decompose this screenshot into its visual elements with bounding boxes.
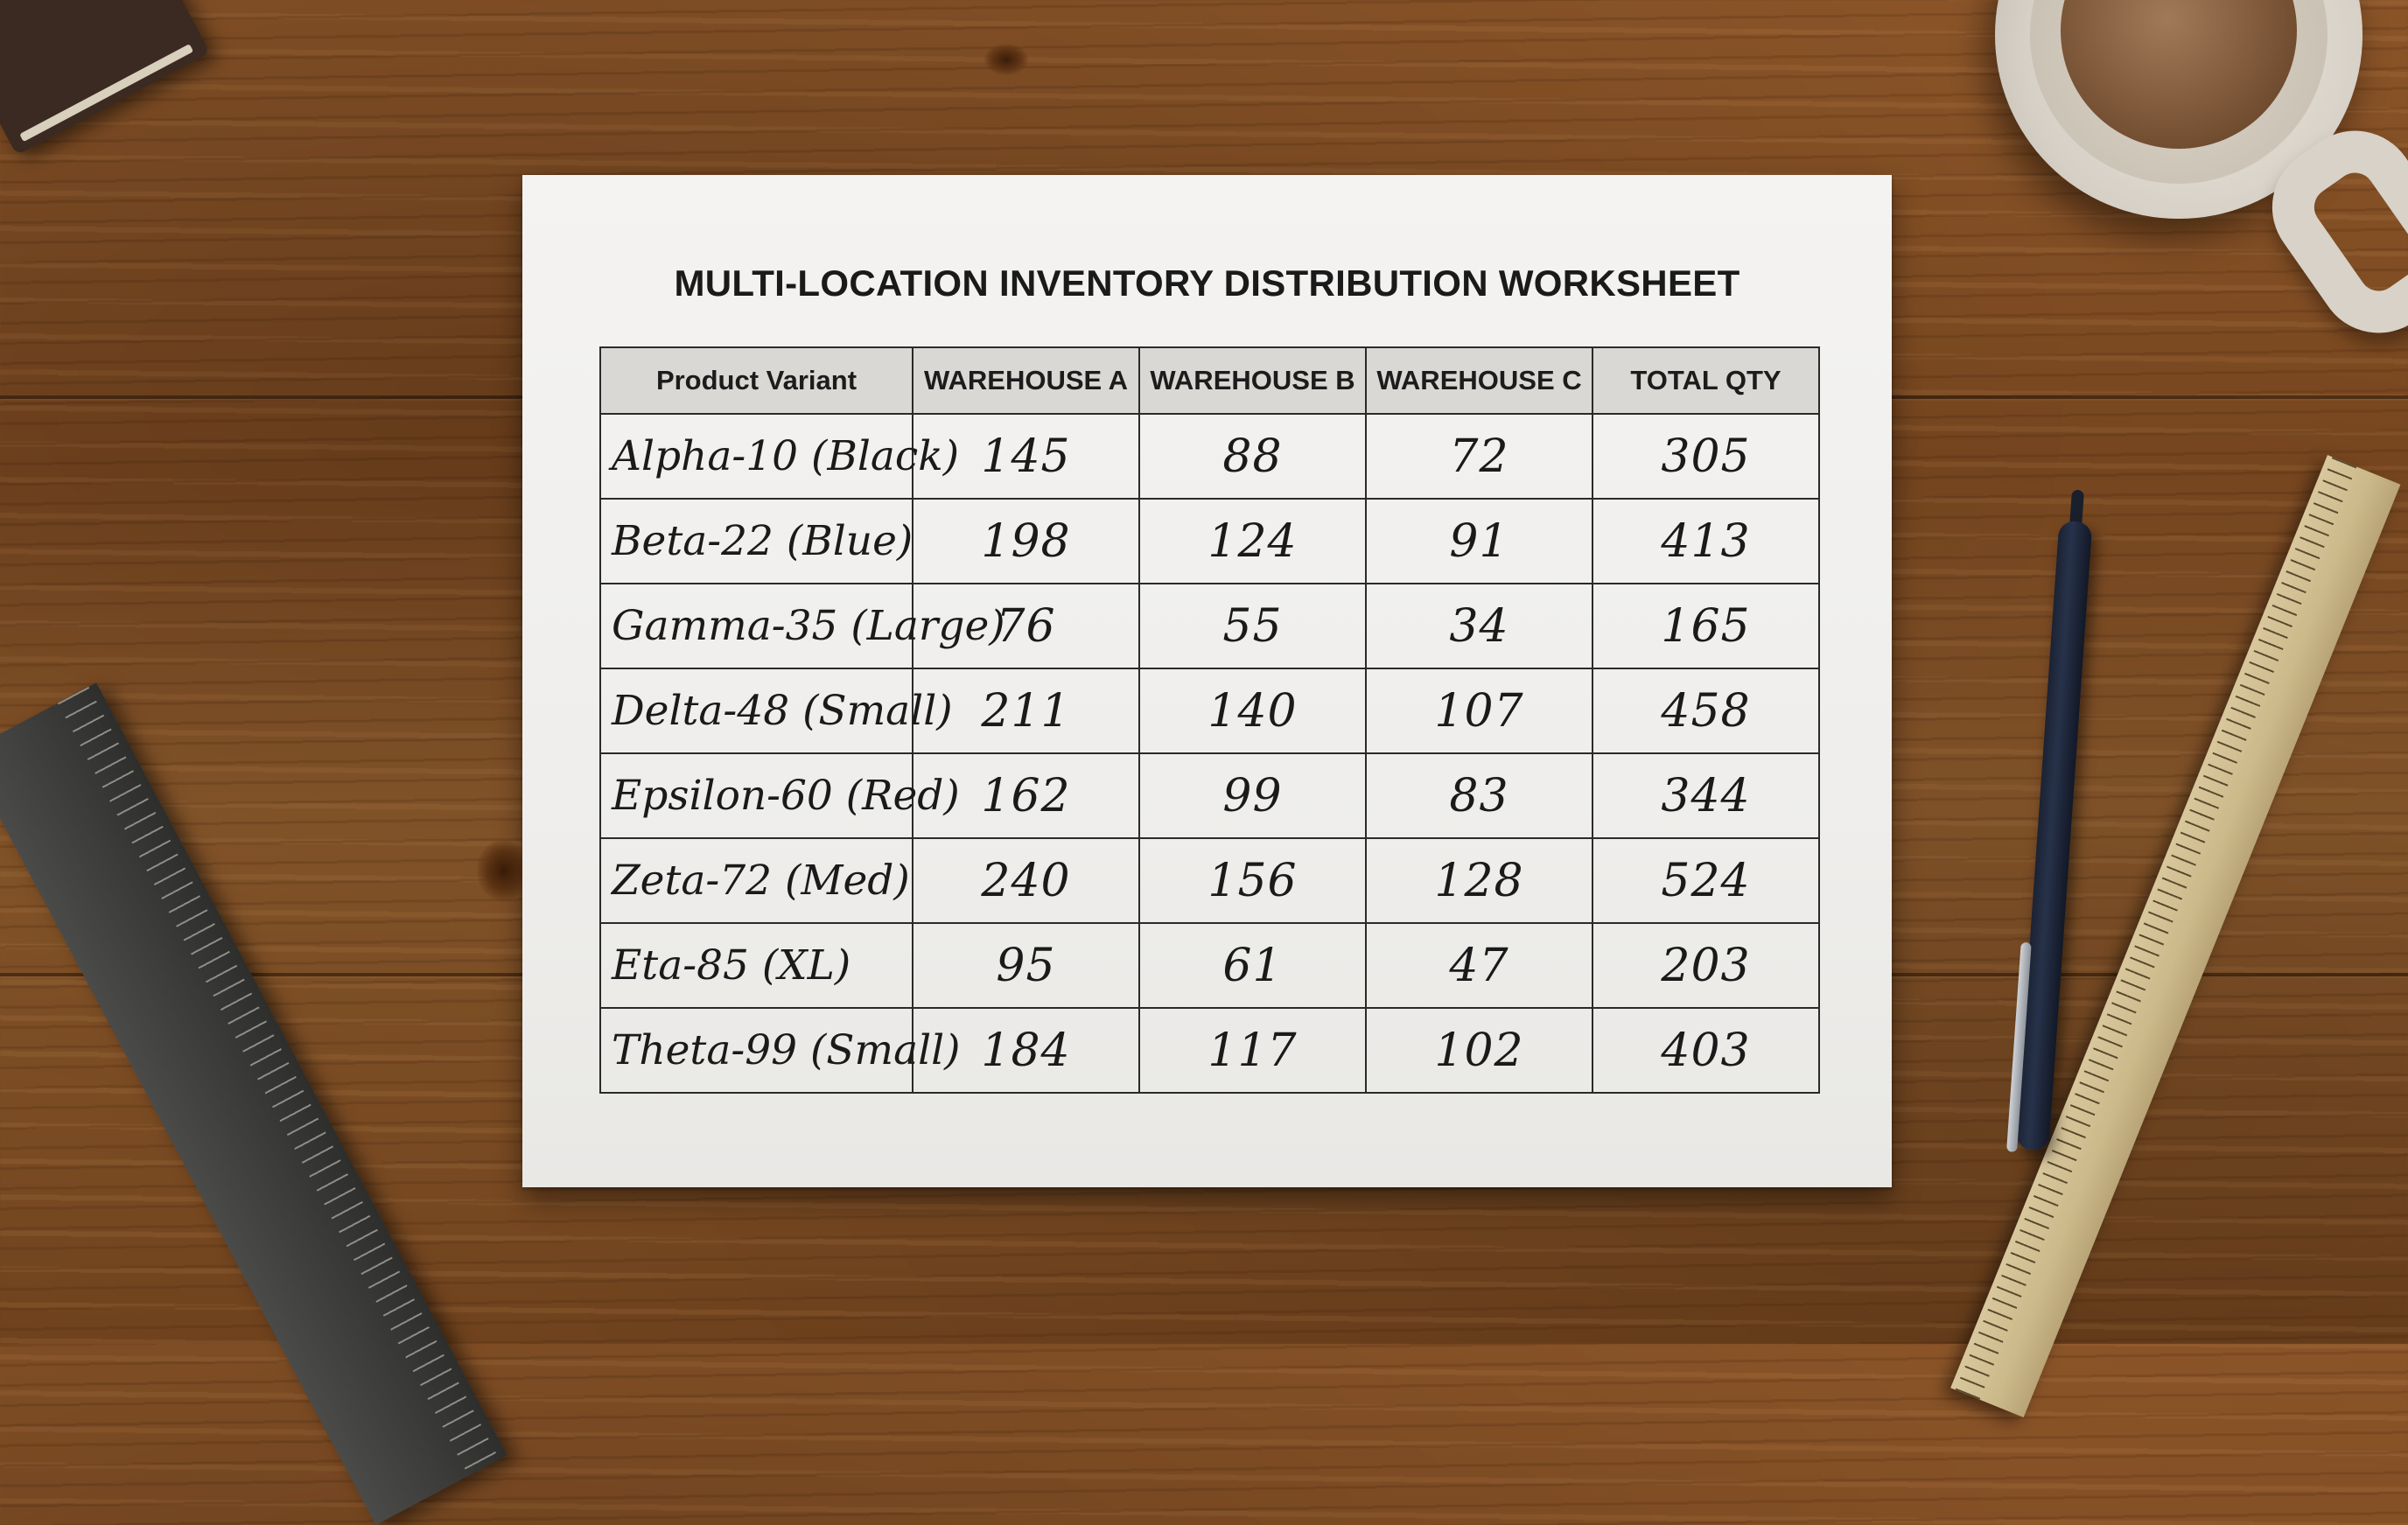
- worksheet-title: MULTI-LOCATION INVENTORY DISTRIBUTION WORKSHEET: [674, 262, 1740, 304]
- table-row: [600, 923, 1819, 1008]
- cell-warehouse-a: 145: [913, 414, 1139, 499]
- cell-warehouse-a: 95: [913, 923, 1139, 1008]
- cell-product-variant: Zeta-72 (Med): [600, 838, 913, 923]
- column-header-total-qty: TOTAL QTY: [1592, 347, 1819, 414]
- cell-warehouse-b: 117: [1139, 1008, 1366, 1093]
- cell-warehouse-b: 55: [1139, 584, 1366, 668]
- cell-warehouse-b: 99: [1139, 753, 1366, 838]
- cell-warehouse-c: 47: [1366, 923, 1592, 1008]
- notebook: [0, 0, 210, 156]
- cell-warehouse-c: 91: [1366, 499, 1592, 584]
- cell-product-variant: Theta-99 (Small): [600, 1008, 913, 1093]
- cell-total-qty: 203: [1592, 923, 1819, 1008]
- cell-warehouse-b: 61: [1139, 923, 1366, 1008]
- wooden-ruler: [1950, 455, 2400, 1417]
- cell-warehouse-b: 124: [1139, 499, 1366, 584]
- cell-total-qty: 524: [1592, 838, 1819, 923]
- cell-warehouse-a: 76: [913, 584, 1139, 668]
- worksheet-paper: [522, 175, 1892, 1187]
- column-header-warehouse-b: WAREHOUSE B: [1139, 347, 1366, 414]
- coffee: [2061, 0, 2297, 149]
- cell-warehouse-c: 102: [1366, 1008, 1592, 1093]
- cell-total-qty: 413: [1592, 499, 1819, 584]
- cell-total-qty: 305: [1592, 414, 1819, 499]
- wood-knot: [984, 44, 1028, 75]
- cell-total-qty: 344: [1592, 753, 1819, 838]
- cell-product-variant: Alpha-10 (Black): [600, 414, 913, 499]
- table-header-row: [600, 347, 1819, 414]
- cell-total-qty: 403: [1592, 1008, 1819, 1093]
- cell-warehouse-b: 88: [1139, 414, 1366, 499]
- column-header-warehouse-c: WAREHOUSE C: [1366, 347, 1592, 414]
- cell-warehouse-a: 198: [913, 499, 1139, 584]
- cell-total-qty: 165: [1592, 584, 1819, 668]
- cell-warehouse-a: 240: [913, 838, 1139, 923]
- cell-warehouse-c: 128: [1366, 838, 1592, 923]
- cell-warehouse-b: 140: [1139, 668, 1366, 753]
- table-row: [600, 414, 1819, 499]
- cell-warehouse-c: 83: [1366, 753, 1592, 838]
- metal-ruler: [0, 682, 508, 1525]
- cell-warehouse-a: 184: [913, 1008, 1139, 1093]
- cell-warehouse-c: 107: [1366, 668, 1592, 753]
- pen-tip: [2069, 490, 2084, 526]
- inventory-table: [599, 346, 1820, 1094]
- cell-warehouse-c: 72: [1366, 414, 1592, 499]
- cell-total-qty: 458: [1592, 668, 1819, 753]
- table-row: [600, 499, 1819, 584]
- cell-product-variant: Eta-85 (XL): [600, 923, 913, 1008]
- cell-warehouse-a: 211: [913, 668, 1139, 753]
- cell-product-variant: Epsilon-60 (Red): [600, 753, 913, 838]
- table-row: [600, 668, 1819, 753]
- table-row: [600, 1008, 1819, 1093]
- table-row: [600, 753, 1819, 838]
- cell-product-variant: Beta-22 (Blue): [600, 499, 913, 584]
- column-header-product-variant: Product Variant: [600, 347, 913, 414]
- cell-product-variant: Delta-48 (Small): [600, 668, 913, 753]
- column-header-warehouse-a: WAREHOUSE A: [913, 347, 1139, 414]
- cell-warehouse-a: 162: [913, 753, 1139, 838]
- cell-warehouse-b: 156: [1139, 838, 1366, 923]
- cell-product-variant: Gamma-35 (Large): [600, 584, 913, 668]
- wood-knot: [477, 840, 529, 901]
- cell-warehouse-c: 34: [1366, 584, 1592, 668]
- table-row: [600, 584, 1819, 668]
- table-row: [600, 838, 1819, 923]
- mug-rim: [2030, 0, 2328, 184]
- pen-body: [2015, 521, 2092, 1151]
